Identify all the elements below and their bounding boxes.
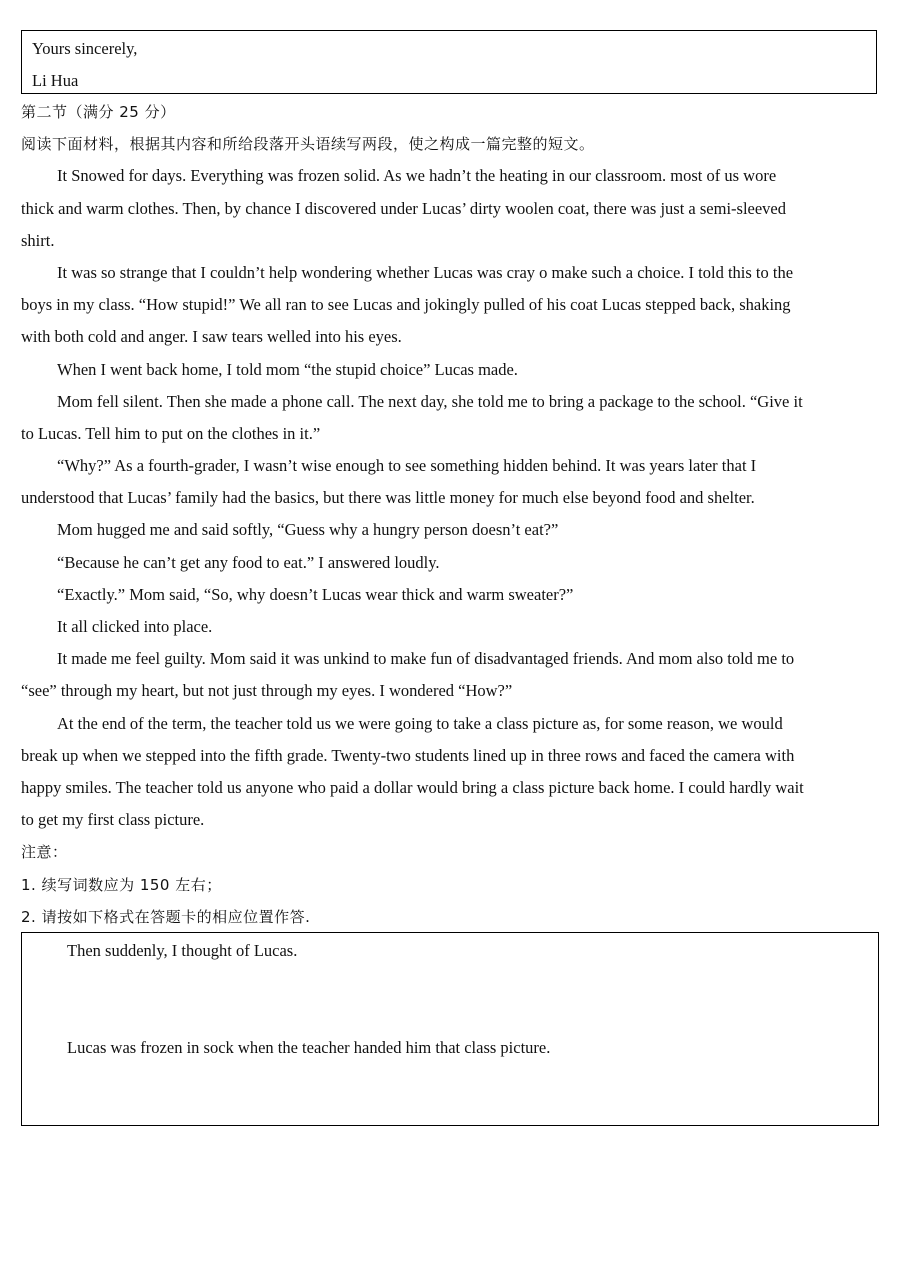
story-line: to Lucas. Tell him to put on the clothes in it.” [21,423,321,443]
story-line: Mom fell silent. Then she made a phone call. The next day, she told me to bring a package to the school. “Give it [57,391,803,411]
answer-format-box [21,932,879,1126]
story-line: It made me feel guilty. Mom said it was unkind to make fun of disadvantaged friends. And mom also told me to [57,649,795,669]
story-line: When I went back home, I told mom “the stupid choice” Lucas made. [57,359,518,379]
story-line: thick and warm clothes. Then, by chance I discovered under Lucas’ dirty woolen coat, there was just a semi-sleeved [21,198,786,218]
story-line: break up when we stepped into the fifth grade. Twenty-two students lined up in three rows and faced the camera with [21,745,795,765]
section-heading: 第二节（满分 25 分） [21,103,176,121]
letter-closing-box [21,30,877,94]
signature-name: Li Hua [32,71,79,90]
story-line: shirt. [21,230,55,250]
story-line: with both cold and anger. I saw tears welled into his eyes. [21,327,402,347]
story-line: “Because he can’t get any food to eat.” I answered loudly. [57,552,440,572]
story-line: to get my first class picture. [21,810,205,830]
story-line: “Why?” As a fourth-grader, I wasn’t wise enough to see something hidden behind. It was years later that I [57,456,757,476]
story-line: boys in my class. “How stupid!” We all ran to see Lucas and jokingly pulled of his coat Lucas stepped back, shaking [21,295,791,315]
paragraph1-start: Then suddenly, I thought of Lucas. [67,941,298,960]
story-line: “see” through my heart, but not just through my eyes. I wondered “How?” [21,681,513,701]
story-line: Mom hugged me and said softly, “Guess why a hungry person doesn’t eat?” [57,520,559,540]
story-line: happy smiles. The teacher told us anyone who paid a dollar would bring a class picture back home. I could hardly wait [21,777,804,797]
note-item: 1. 续写词数应为 150 左右； [21,875,222,894]
story-line: “Exactly.” Mom said, “So, why doesn’t Lucas wear thick and warm sweater?” [57,584,574,604]
note-item: 2. 请按如下格式在答题卡的相应位置作答. [21,907,311,926]
notes-title: 注意： [21,843,68,862]
sign-off: Yours sincerely, [32,39,138,58]
section-instruction: 阅读下面材料，根据其内容和所给段落开头语续写两段，使之构成一篇完整的短文。 [21,135,595,154]
story-line: It was so strange that I couldn’t help wondering whether Lucas was cray o make such a choice. I told this to the [57,262,794,282]
story-line: understood that Lucas’ family had the basics, but there was little money for much else beyond food and shelter. [21,488,755,508]
paragraph2-start: Lucas was frozen in sock when the teacher handed him that class picture. [67,1038,551,1057]
story-line: At the end of the term, the teacher told us we were going to take a class picture as, for some reason, we would [57,713,783,733]
story-line: It Snowed for days. Everything was frozen solid. As we hadn’t the heating in our classroom. most of us wore [57,166,777,186]
section-content [21,96,879,933]
story-line: It all clicked into place. [57,617,213,636]
